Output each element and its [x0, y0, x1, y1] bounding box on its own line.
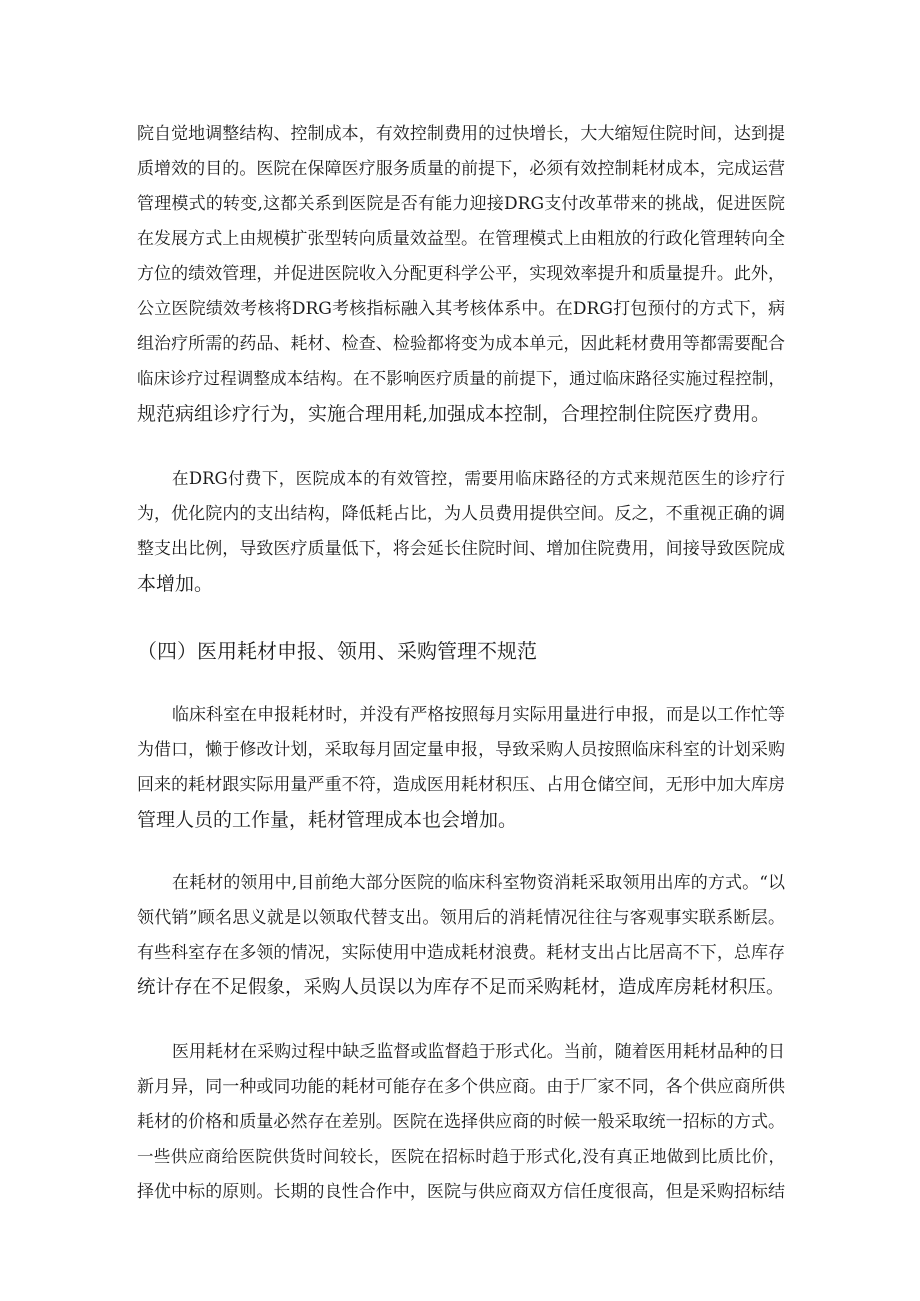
paragraph-4-line-4: 统计存在不足假象，采购人员误以为库存不足而采购耗材，造成库房耗材积压。 — [137, 977, 785, 998]
paragraph-4-line-1: 在耗材的领用中,目前绝大部分医院的临床科室物资消耗采取领用出库的方式。“以 — [172, 873, 785, 893]
paragraph-5-line-4: 一些供应商给医院供货时间较长，医院在招标时趋于形式化,没有真正地做到比质比价， — [137, 1147, 785, 1166]
paragraph-5-line-5: 择优中标的原则。长期的良性合作中，医院与供应商双方信任度很高，但是采购招标结 — [137, 1182, 785, 1202]
paragraph-5-line-2: 新月异，同一种或同功能的耗材可能存在多个供应商。由于厂家不同，各个供应商所供 — [137, 1077, 785, 1097]
paragraph-3-line-1: 临床科室在申报耗材时，并没有严格按照每月实际用量进行申报，而是以工作忙等 — [172, 705, 785, 725]
paragraph-1-line-9: 规范病组诊疗行为，实施合理用耗,加强成本控制，合理控制住院医疗费用。 — [137, 403, 771, 425]
paragraph-3-line-3: 回来的耗材跟实际用量严重不符，造成医用耗材积压、占用仓储空间，无形中加大库房 — [137, 775, 785, 795]
paragraph-1-line-3: 管理模式的转变,这都关系到医院是否有能力迎接DRG支付改革带来的挑战，促进医院 — [137, 194, 785, 214]
paragraph-1-line-2: 质增效的目的。医院在保障医疗服务质量的前提下，必须有效控制耗材成本，完成运营 — [137, 159, 785, 179]
paragraph-1-line-7: 组治疗所需的药品、耗材、检查、检验都将变为成本单元，因此耗材费用等都需要配合 — [137, 334, 785, 354]
paragraph-2-line-3: 整支出比例，导致医疗质量低下，将会延长住院时间、增加住院费用，间接导致医院成 — [137, 539, 785, 559]
section-heading: （四）医用耗材申报、领用、采购管理不规范 — [137, 639, 537, 663]
paragraph-5-line-1: 医用耗材在采购过程中缺乏监督或监督趋于形式化。当前，随着医用耗材品种的日 — [172, 1042, 785, 1062]
paragraph-2-line-4: 本增加。 — [137, 573, 214, 595]
paragraph-3-line-4: 管理人员的工作量，耗材管理成本也会增加。 — [137, 809, 518, 831]
paragraph-5-line-3: 耗材的价格和质量必然存在差别。医院在选择供应商的时候一般采取统一招标的方式。 — [137, 1112, 785, 1132]
paragraph-3-line-2: 为借口，懒于修改计划，采取每月固定量申报，导致采购人员按照临床科室的计划采购 — [137, 740, 785, 760]
paragraph-1-line-5: 方位的绩效管理，并促进医院收入分配更科学公平，实现效率提升和质量提升。此外， — [137, 264, 785, 284]
paragraph-1-line-1: 院自觉地调整结构、控制成本，有效控制费用的过快增长，大大缩短住院时间，达到提 — [137, 124, 785, 144]
paragraph-1-line-6: 公立医院绩效考核将DRG考核指标融入其考核体系中。在DRG打包预付的方式下，病 — [137, 299, 785, 319]
paragraph-4-line-2: 领代销”顾名思义就是以领取代替支出。领用后的消耗情况往往与客观事实联系断层。 — [137, 908, 785, 928]
paragraph-4-line-3: 有些科室存在多领的情况，实际使用中造成耗材浪费。耗材支出占比居高不下，总库存 — [137, 943, 785, 963]
paragraph-2-line-1: 在DRG付费下，医院成本的有效管控，需要用临床路径的方式来规范医生的诊疗行 — [172, 469, 785, 488]
paragraph-1-line-4: 在发展方式上由规模扩张型转向质量效益型。在管理模式上由粗放的行政化管理转向全 — [137, 229, 785, 249]
paragraph-1-line-8: 临床诊疗过程调整成本结构。在不影响医疗质量的前提下，通过临床路径实施过程控制， — [137, 369, 785, 388]
paragraph-2-line-2: 为，优化院内的支出结构，降低耗占比，为人员费用提供空间。反之，不重视正确的调 — [137, 504, 785, 524]
